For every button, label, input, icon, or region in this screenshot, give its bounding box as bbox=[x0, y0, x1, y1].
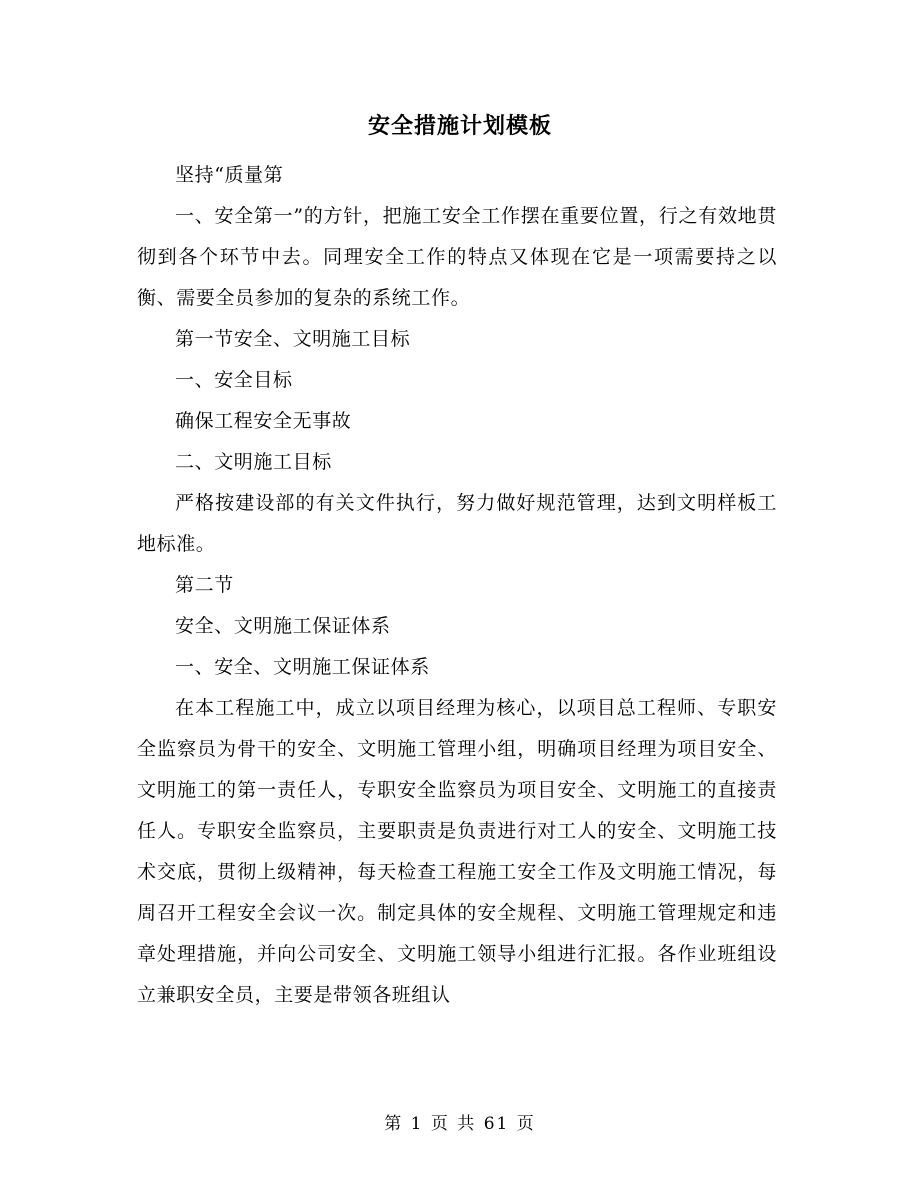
subsection-heading: 二、文明施工目标 bbox=[175, 451, 332, 473]
document-title: 安全措施计划模板 bbox=[367, 113, 552, 139]
section-heading: 第一节安全、文明施工目标 bbox=[175, 328, 411, 350]
subsection-heading: 一、安全、文明施工保证体系 bbox=[175, 656, 430, 678]
page-number: 第 1 页 共 61 页 bbox=[384, 1114, 536, 1134]
document-body bbox=[137, 155, 777, 1016]
paragraph: 在本工程施工中，成立以项目经理为核心，以项目总工程师、专职安全监察员为骨干的安全、文明施工管理小组，明确项目经理为项目安全、文明施工的第一责任人，专职安全监察员为项目安全、文明施工的直接责任人。专职安全监察员，主要职责是负责进行对工人的安全、文明施工技术交底，贯彻上级精神，每天检查工程施工安全工作及文明施工情况，每周召开工程安全会议一次。制定具体的安全规程、文明施工管理规定和违章处理措施，并向公司安全、文明施工领导小组进行汇报。各作业班组设立兼职安全员，主要是带领各班组认 bbox=[137, 697, 777, 1006]
section-heading: 安全、文明施工保证体系 bbox=[175, 615, 391, 637]
section-heading: 第二节 bbox=[175, 574, 234, 596]
subsection-heading: 一、安全目标 bbox=[175, 369, 293, 391]
paragraph: 确保工程安全无事故 bbox=[175, 410, 352, 432]
paragraph: 坚持“质量第 bbox=[175, 164, 284, 186]
paragraph: 严格按建设部的有关文件执行，努力做好规范管理，达到文明样板工地标准。 bbox=[137, 492, 777, 555]
paragraph: 一、安全第一”的方针，把施工安全工作摆在重要位置，行之有效地贯彻到各个环节中去。同理安全工作的特点又体现在它是一项需要持之以衡、需要全员参加的复杂的系统工作。 bbox=[137, 205, 777, 309]
